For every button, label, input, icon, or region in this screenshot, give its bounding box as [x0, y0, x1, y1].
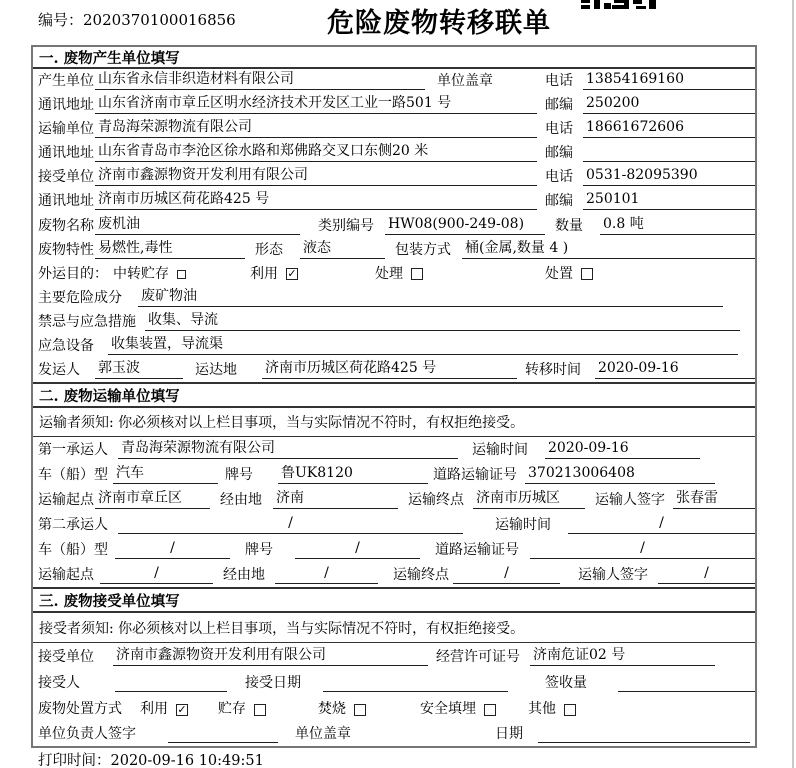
form-table	[31, 45, 757, 748]
field-label: 经由地	[220, 492, 262, 508]
field-value: 收集、导流	[145, 311, 740, 331]
field-value: /	[115, 539, 230, 559]
form-row	[33, 262, 755, 286]
field-value: 汽车	[113, 464, 218, 484]
checkbox-unchecked-icon	[254, 704, 266, 716]
checkbox-unchecked-icon	[484, 704, 496, 716]
form-row	[33, 562, 755, 587]
checkbox-label: 安全填埋	[420, 701, 476, 717]
field-label: 运输单位	[38, 121, 94, 138]
field-text: 单位盖章	[295, 726, 351, 742]
field-value	[323, 672, 508, 692]
form-row	[33, 117, 755, 141]
field-label: 经营许可证号	[436, 649, 520, 665]
checkbox-field	[318, 701, 366, 718]
field-label: 车（船）型	[38, 467, 108, 483]
qr-code-icon	[581, 0, 657, 10]
field-value: 济南市章丘区	[95, 489, 210, 509]
field-label: 废物名称	[38, 217, 94, 234]
field-value: 桶(金属,数量 4 )	[462, 239, 755, 259]
field-label: 类别编号	[318, 217, 374, 234]
section-header: 一. 废物产生单位填写	[33, 47, 755, 69]
field-label: 运输人签字	[578, 567, 648, 583]
form-row	[33, 462, 755, 487]
checkbox-field	[250, 266, 298, 283]
field-value: 13854169160	[583, 70, 755, 90]
section-header: 三. 废物接受单位填写	[33, 587, 755, 613]
field-label: 牌号	[225, 467, 253, 483]
serial-label: 编号：	[38, 11, 84, 29]
field-value: 山东省永信非织造材料有限公司	[95, 70, 425, 90]
field-label: 运输时间	[495, 517, 551, 533]
field-label: 形态	[255, 241, 283, 258]
field-value: 济南危证02 号	[530, 646, 715, 666]
field-label: 外运目的：	[38, 265, 108, 282]
field-value: 0.8 吨	[600, 215, 755, 235]
field-value: /	[295, 539, 420, 559]
field-label: 接受日期	[245, 675, 301, 691]
field-label: 通讯地址	[38, 193, 94, 210]
field-value: 250101	[583, 190, 755, 210]
field-value: 济南	[273, 489, 398, 509]
field-value	[618, 672, 755, 692]
checkbox-label: 利用	[140, 701, 168, 717]
field-value: /	[568, 514, 755, 534]
form-row	[33, 512, 755, 537]
field-value	[168, 723, 278, 743]
field-label: 日期	[495, 726, 523, 742]
field-label: 邮编	[545, 193, 573, 210]
field-value: 济南市历城区	[473, 489, 585, 509]
field-value: 青岛海荣源物流有限公司	[118, 439, 458, 459]
page-edge-divider	[792, 0, 794, 768]
form-row	[33, 669, 755, 695]
field-value: /	[530, 539, 755, 559]
form-row	[33, 721, 755, 746]
field-value: 2020-09-16	[595, 359, 755, 379]
field-value: 鲁UK8120	[278, 464, 428, 484]
field-label: 运达地	[195, 362, 237, 379]
field-value	[115, 672, 227, 692]
field-label: 单位负责人签字	[38, 726, 136, 742]
checkbox-label: 中转贮存	[113, 265, 169, 282]
field-label: 接受单位	[38, 169, 94, 186]
form-row	[33, 643, 755, 669]
field-value: 液态	[300, 239, 385, 259]
field-label: 经由地	[223, 567, 265, 583]
checkbox-unchecked-icon	[354, 704, 366, 716]
field-label: 产生单位	[38, 73, 94, 90]
checkbox-unchecked-icon	[564, 704, 576, 716]
field-label: 包装方式	[395, 241, 451, 258]
field-label: 接受人	[38, 675, 80, 691]
field-label: 电话	[545, 73, 573, 90]
field-value: 济南市历城区荷花路425 号	[262, 359, 517, 379]
field-label: 牌号	[245, 542, 273, 558]
field-value: /	[118, 514, 463, 534]
field-value: 济南市鑫源物资开发利用有限公司	[95, 166, 537, 186]
form-row	[33, 695, 755, 721]
field-label: 第一承运人	[38, 442, 108, 458]
field-label: 运输人签字	[595, 492, 665, 508]
form-row	[33, 213, 755, 237]
field-value: 2020-09-16	[545, 439, 700, 459]
field-label: 废物特性	[38, 241, 94, 258]
form-row	[33, 286, 755, 310]
checkbox-label: 贮存	[218, 701, 246, 717]
checkbox-field	[375, 266, 423, 283]
print-time-label: 打印时间：	[38, 753, 111, 768]
field-label: 运输终点	[408, 492, 464, 508]
checkbox-field	[113, 266, 186, 283]
field-value: 370213006408	[525, 464, 715, 484]
serial-number: 2020370100016856	[83, 11, 236, 29]
section-header: 二. 废物运输单位填写	[33, 382, 755, 408]
field-label: 道路运输证号	[435, 542, 519, 558]
form-row	[33, 358, 755, 382]
field-value: 废机油	[95, 215, 300, 235]
checkbox-field	[140, 701, 188, 718]
field-label: 通讯地址	[38, 97, 94, 114]
field-value: 250200	[583, 94, 755, 114]
field-label: 签收量	[545, 675, 587, 691]
field-value: 18661672606	[583, 118, 755, 138]
field-label: 运输终点	[393, 567, 449, 583]
field-value: HW08(900-249-08)	[385, 215, 545, 235]
field-label: 第二承运人	[38, 517, 108, 533]
field-value: 易燃性,毒性	[95, 239, 245, 259]
field-label: 数量	[555, 217, 583, 234]
form-row	[33, 310, 755, 334]
checkbox-unchecked-icon	[411, 268, 423, 280]
field-value: /	[100, 564, 213, 584]
checkbox-field	[528, 701, 576, 718]
checkbox-label: 焚烧	[318, 701, 346, 717]
field-value: /	[658, 564, 755, 584]
field-label: 废物处置方式	[38, 701, 122, 717]
form-row	[33, 537, 755, 562]
form-row	[33, 141, 755, 165]
section-note: 运输者须知: 你必须核对以上栏目事项，当与实际情况不符时，有权拒绝接受。	[33, 408, 755, 437]
checkbox-field	[218, 701, 266, 718]
field-value: 张春雷	[673, 489, 755, 509]
field-label: 发运人	[38, 362, 80, 379]
field-label: 运输起点	[38, 492, 94, 508]
field-label: 道路运输证号	[433, 467, 517, 483]
checkbox-checked-icon: ✓	[287, 267, 297, 281]
section-note: 接受者须知: 你必须核对以上栏目事项，当与实际情况不符时，有权拒绝接受。	[33, 613, 755, 643]
field-value: 青岛海荣源物流有限公司	[95, 118, 537, 138]
field-value: /	[453, 564, 560, 584]
form-row	[33, 487, 755, 512]
field-value: 收集装置，导流渠	[108, 335, 738, 355]
print-time-line	[38, 749, 264, 768]
form-row	[33, 189, 755, 213]
field-label: 电话	[545, 169, 573, 186]
form-row	[33, 165, 755, 189]
field-label: 禁忌与应急措施	[38, 313, 136, 330]
field-value: 山东省青岛市李沧区徐水路和郑佛路交叉口东侧20 米	[95, 142, 537, 162]
print-time-value: 2020-09-16 10:49:51	[110, 753, 264, 768]
checkbox-field	[420, 701, 496, 718]
field-value: /	[275, 564, 378, 584]
checkbox-label: 其他	[528, 701, 556, 717]
field-label: 主要危险成分	[38, 289, 122, 306]
field-label: 邮编	[545, 97, 573, 114]
field-label: 运输时间	[472, 442, 528, 458]
checkbox-unchecked-icon	[177, 270, 186, 279]
form-row	[33, 93, 755, 117]
checkbox-unchecked-icon	[581, 268, 593, 280]
checkbox-label: 处理	[375, 265, 403, 282]
field-value: 0531-82095390	[583, 166, 755, 186]
form-row	[33, 437, 755, 462]
field-value: 济南市历城区荷花路425 号	[95, 190, 537, 210]
form-row	[33, 334, 755, 358]
checkbox-field	[545, 266, 593, 283]
field-text: 单位盖章	[437, 73, 493, 90]
form-row	[33, 69, 755, 93]
field-value: 山东省济南市章丘区明水经济技术开发区工业一路501 号	[95, 94, 537, 114]
field-value: 郭玉波	[95, 359, 183, 379]
field-value	[538, 723, 750, 743]
checkbox-label: 利用	[250, 265, 278, 282]
field-label: 运输起点	[38, 567, 94, 583]
field-label: 电话	[545, 121, 573, 138]
field-label: 车（船）型	[38, 542, 108, 558]
field-value: 济南市鑫源物资开发利用有限公司	[113, 646, 428, 666]
field-label: 应急设备	[38, 337, 94, 354]
checkbox-checked-icon: ✓	[177, 702, 187, 716]
page-title: 危险废物转移联单	[327, 8, 551, 39]
field-value: 废矿物油	[138, 287, 723, 307]
form-row	[33, 238, 755, 262]
field-label: 邮编	[545, 145, 573, 162]
field-label: 通讯地址	[38, 145, 94, 162]
field-label: 转移时间	[525, 362, 581, 379]
field-value	[583, 142, 755, 162]
field-label: 接受单位	[38, 649, 94, 665]
checkbox-label: 处置	[545, 265, 573, 282]
